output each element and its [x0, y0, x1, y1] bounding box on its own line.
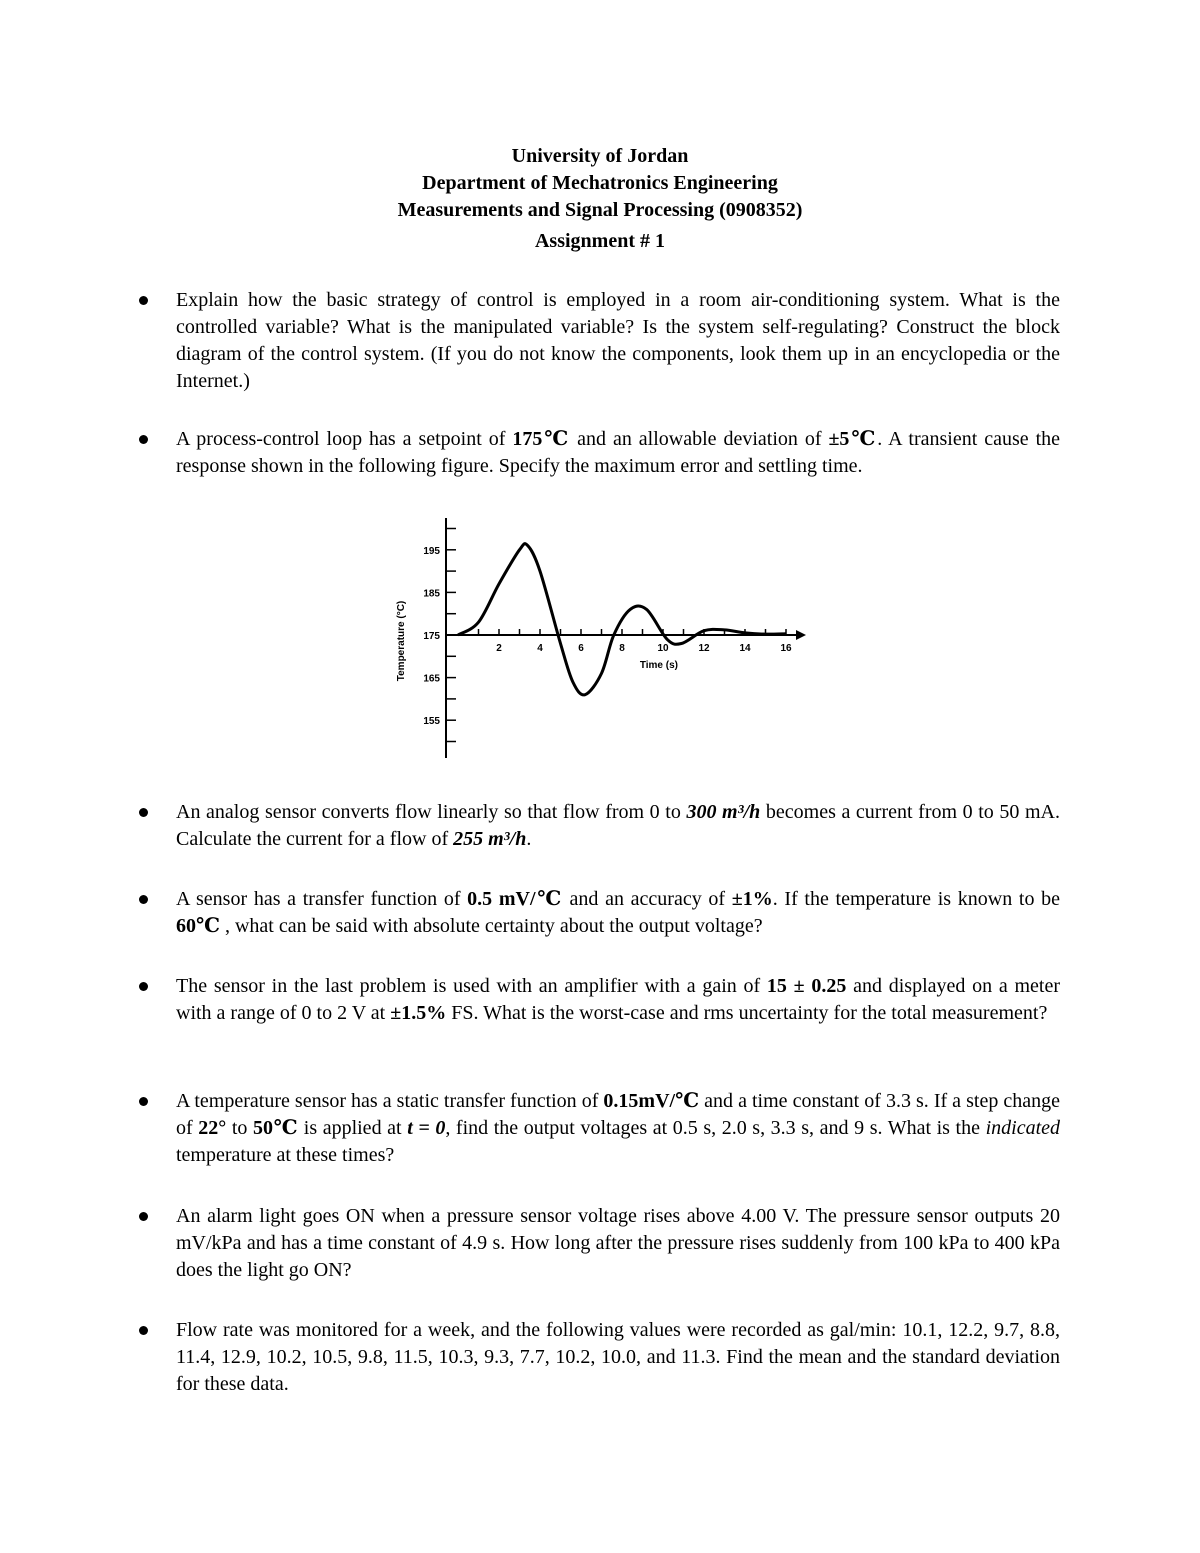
bullet-icon: [139, 1097, 148, 1106]
max-flow-value: 300 m³/h: [686, 801, 761, 823]
y-tick-label: 195: [423, 545, 440, 557]
question-1: [176, 287, 1060, 395]
response-series-line: [458, 544, 786, 695]
question-text: , what can be said with absolute certainty about the output voltage?: [219, 915, 763, 937]
university-title: University of Jordan: [511, 145, 689, 167]
question-3: [176, 799, 1060, 853]
question-text: and a time constant of 3.3 s. If a step change of: [176, 1090, 1060, 1139]
temperature-response-chart: [388, 510, 818, 772]
question-5: [176, 973, 1060, 1027]
x-tick-label: 10: [657, 643, 669, 654]
question-text: and an accuracy of: [562, 888, 732, 910]
temperature-value: 60℃: [176, 915, 220, 937]
question-text: A sensor has a transfer function of: [176, 888, 468, 910]
question-text: and an allowable deviation of: [570, 428, 829, 450]
accuracy-value: ±1%: [731, 888, 773, 910]
question-text: . If the temperature is known to be: [772, 888, 1061, 910]
question-7: [176, 1203, 1060, 1284]
x-tick-label: 4: [537, 643, 543, 654]
question-text: Flow rate was monitored for a week, and the following values were recorded as gal/min: 10.1, 12.2, 9.7, 8.8, 11.4, 12.9, 10.2, 10.5, 9.8, 11.5, 10.3, 9.3, 7.7, 10.2, 10.0, and 11.3. Find the mean and the standard deviation for these data.: [176, 1319, 1060, 1395]
question-text: A process-control loop has a setpoint of: [176, 428, 513, 450]
gain-value: 15 ± 0.25: [766, 975, 847, 997]
time-zero-value: t = 0: [407, 1117, 446, 1139]
flow-value: 255 m³/h: [453, 828, 527, 850]
document-header: [0, 143, 1200, 255]
bullet-icon: [139, 1326, 148, 1335]
question-text: . A transient cause the response shown in the following figure. Specify the maximum error and settling time.: [176, 428, 1061, 477]
bullet-icon: [139, 296, 148, 305]
transfer-function-value: 0.15mV/℃: [603, 1090, 700, 1112]
step-to-value: 50℃: [253, 1117, 299, 1139]
bullet-icon: [139, 982, 148, 991]
bullet-icon: [139, 1212, 148, 1221]
question-6: [176, 1088, 1060, 1169]
x-tick-label: 14: [739, 643, 751, 654]
x-axis-label: Time (s): [639, 660, 678, 671]
question-text: , find the output voltages at 0.5 s, 2.0 s, 3.3 s, and 9 s. What is the: [445, 1117, 986, 1139]
x-tick-label: 8: [619, 643, 625, 654]
question-8: [176, 1317, 1060, 1398]
x-tick-label: 16: [780, 643, 792, 654]
bullet-icon: [139, 895, 148, 904]
bullet-icon: [139, 435, 148, 444]
y-tick-label: 165: [423, 673, 440, 685]
question-text: An alarm light goes ON when a pressure sensor voltage rises above 4.00 V. The pressure sensor outputs 20 mV/kPa and has a time constant of 4.9 s. How long after the pressure rises suddenly from 100 kPa to 400 kPa does the light go ON?: [176, 1205, 1060, 1281]
question-text: An analog sensor converts flow linearly so that flow from 0 to: [176, 801, 687, 823]
x-tick-label: 2: [496, 643, 502, 654]
x-tick-label: 6: [578, 643, 584, 654]
question-text: FS. What is the worst-case and rms uncertainty for the total measurement?: [446, 1002, 1048, 1024]
question-text: becomes a current from 0 to 50 mA. Calculate the current for a flow of: [176, 801, 1060, 850]
question-text: The sensor in the last problem is used with an amplifier with a gain of: [176, 975, 767, 997]
question-4: [176, 886, 1060, 940]
y-tick-label: 185: [423, 588, 440, 600]
y-axis-label: Temperature (°C): [396, 600, 407, 682]
question-text: A temperature sensor has a static transfer function of: [176, 1090, 604, 1112]
indicated-word: indicated: [985, 1117, 1061, 1139]
x-axis-arrow-icon: [796, 630, 806, 640]
department-title: Department of Mechatronics Engineering: [422, 172, 778, 194]
setpoint-value: 175℃: [512, 428, 571, 450]
deviation-value: ±5℃: [828, 428, 878, 450]
assignment-title: Assignment # 1: [534, 230, 665, 252]
x-tick-label: 12: [698, 643, 710, 654]
question-text: Explain how the basic strategy of control is employed in a room air-conditioning system. What is the controlled variable? What is the manipulated variable? Is the system self-regulating? Construct the block diagram of the control system. (If you do not know the components, look them up in an encyclopedia or the Internet.): [176, 289, 1060, 392]
question-text: .: [526, 828, 532, 850]
course-title: Measurements and Signal Processing (0908352): [397, 199, 803, 221]
y-tick-label: 155: [423, 716, 440, 728]
transfer-function-value: 0.5 mV/℃: [467, 888, 563, 910]
y-tick-label: 175: [423, 631, 440, 642]
step-from-value: 22°: [198, 1117, 227, 1139]
question-2: [176, 426, 1060, 480]
question-text: and displayed on a meter with a range of 0 to 2 V at: [176, 975, 1060, 1024]
bullet-icon: [139, 808, 148, 817]
question-text: temperature at these times?: [176, 1144, 395, 1166]
question-text: is applied at: [298, 1117, 408, 1139]
question-text: to: [226, 1117, 254, 1139]
fs-accuracy-value: ±1.5%: [390, 1002, 447, 1024]
